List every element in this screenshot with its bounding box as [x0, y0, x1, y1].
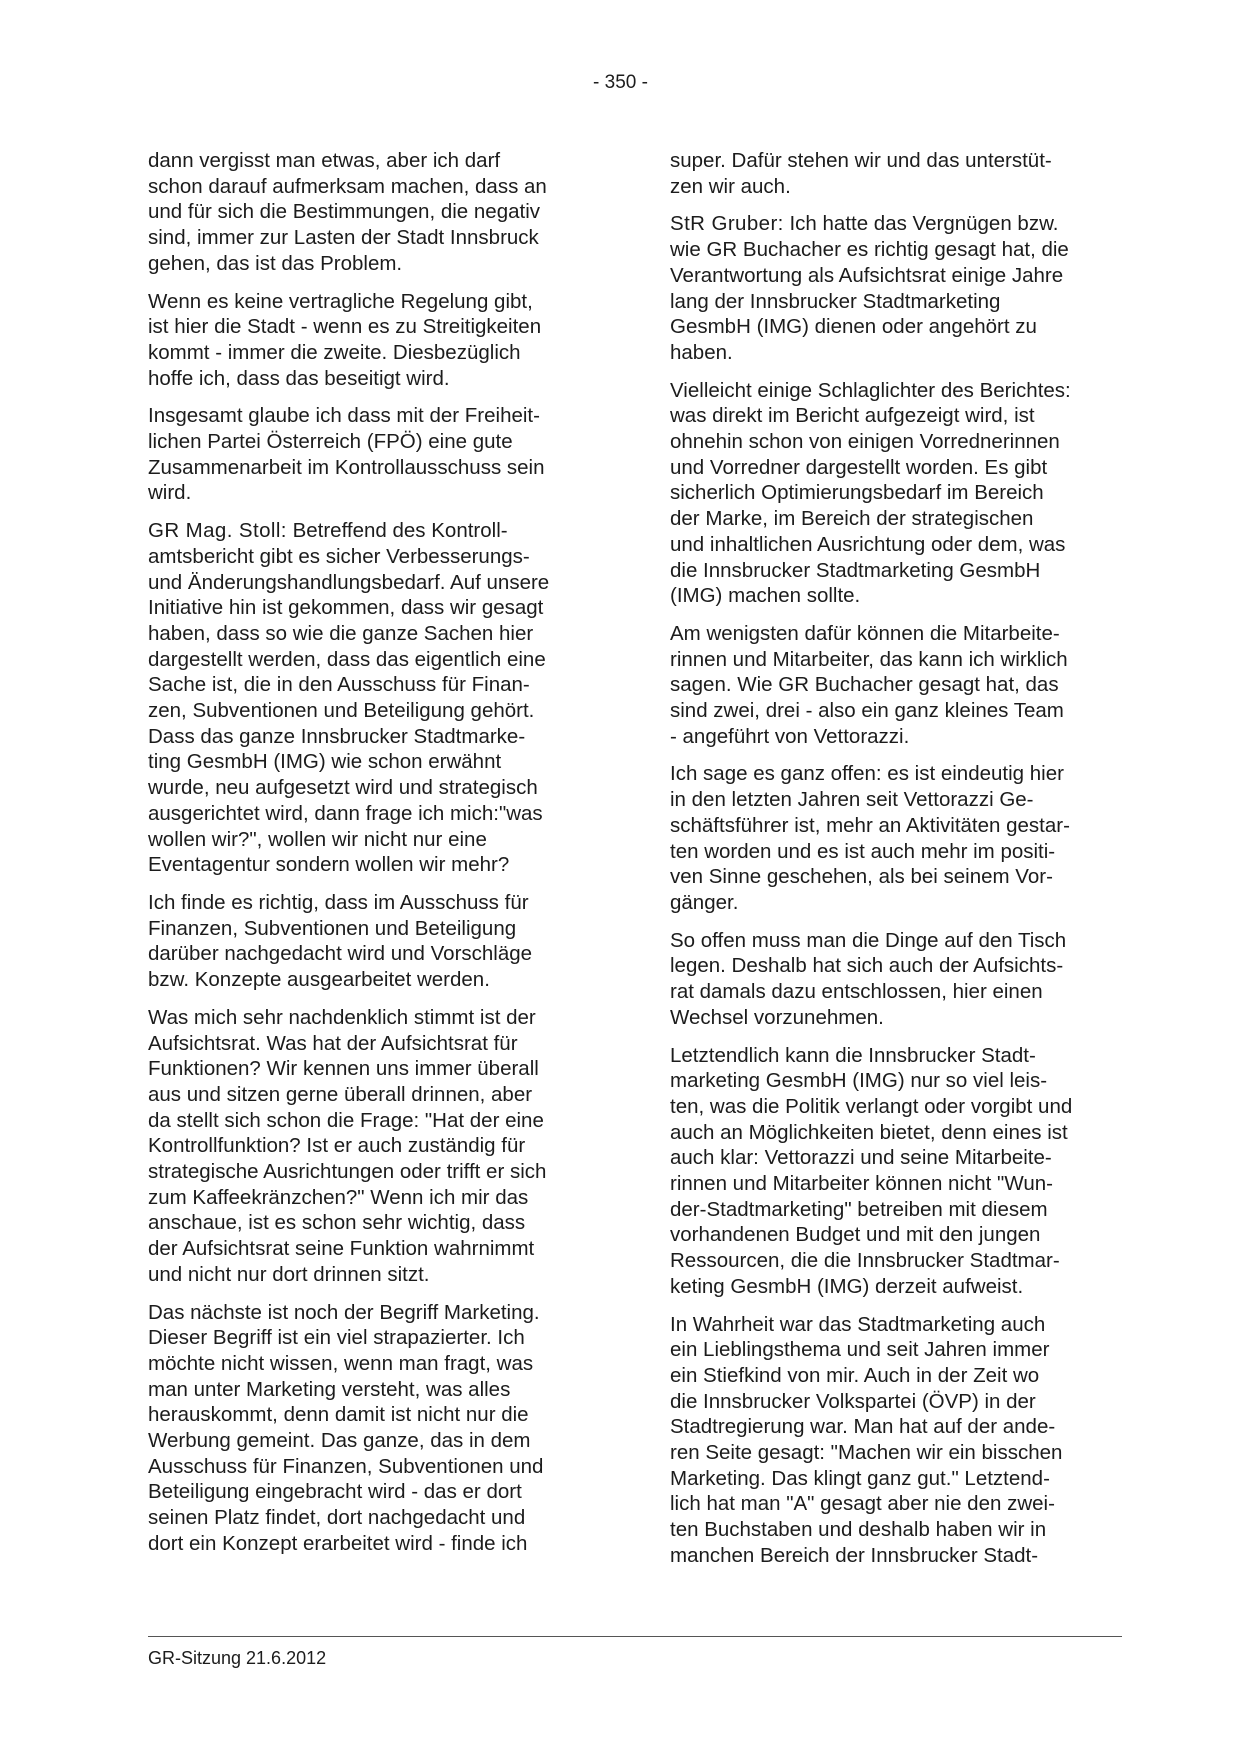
paragraph	[148, 518, 596, 878]
footer-divider	[148, 1636, 1122, 1637]
footer-text: GR-Sitzung 21.6.2012	[148, 1648, 327, 1668]
paragraph	[670, 1043, 1118, 1300]
paragraph	[670, 621, 1118, 750]
paragraph	[670, 378, 1118, 609]
paragraph-text: So offen muss man die Dinge auf den Tisch legen. Deshalb hat sich auch der Aufsichts- rat damals dazu entschlossen, hier einen Wechsel vorzunehmen.	[670, 928, 1067, 1029]
paragraph	[670, 1312, 1118, 1569]
paragraph	[670, 928, 1118, 1031]
left-column	[148, 148, 596, 1569]
paragraph	[670, 761, 1118, 915]
paragraph	[148, 1300, 596, 1557]
paragraph-text: Was mich sehr nachdenklich stimmt ist der Aufsichtsrat. Was hat der Aufsichtsrat für Funktionen? Wir kennen uns immer überall aus und sitzen gerne überall drinnen, aber da stellt sich schon die Frage: "Hat der eine Kontrollfunktion? Ist er auch zuständig für strategische Ausrichtungen oder trifft er sich zum Kaffeekränzchen?" Wenn ich mir das anschaue, ist es schon sehr wichtig, dass der Aufsichtsrat seine Funktion wahrnimmt und nicht nur dort drinnen sitzt.	[148, 1005, 547, 1286]
paragraph-text: super. Dafür stehen wir und das unterstüt- zen wir auch.	[670, 149, 1052, 198]
paragraph-text: Betreffend des Kontroll- amtsbericht gibt es sicher Verbesserungs- und Änderungshandlungsbedarf. Auf unsere Initiative hin ist gekommen, dass wir gesagt haben, dass so wie die ganze Sachen hier dargestellt werden, dass das eigentlich eine Sache ist, die in den Ausschuss für Finan- zen, Subventionen und Beteiligung gehört. Dass das ganze Innsbrucker Stadtmarke- ting GesmbH (IMG) wie schon erwähnt wurde, neu aufgesetzt wird und strategisch ausgerichtet wird, dann frage ich mich:"was wollen wir?", wollen wir nicht nur eine Eventagentur sondern wollen wir mehr?	[148, 519, 550, 877]
paragraph	[148, 1005, 596, 1288]
paragraph-text: Ich sage es ganz offen: es ist eindeutig hier in den letzten Jahren seit Vettorazzi Ge- schäftsführer ist, mehr an Aktivitäten gestar- ten worden und es ist auch mehr im positi- ven Sinne geschehen, als bei seinem Vor- gänger.	[670, 762, 1070, 914]
paragraph-text: Vielleicht einige Schlaglichter des Berichtes: was direkt im Bericht aufgezeigt wird, ist ohnehin schon von einigen Vorrednerinnen und Vorredner dargestellt worden. Es gibt sicherlich Optimierungsbedarf im Bereich der Marke, im Bereich der strategischen und inhaltlichen Ausrichtung oder dem, was die Innsbrucker Stadtmarketing GesmbH (IMG) machen sollte.	[670, 378, 1071, 608]
right-column	[670, 148, 1118, 1581]
paragraph	[670, 148, 1118, 199]
paragraph	[670, 211, 1118, 365]
paragraph	[148, 289, 596, 392]
paragraph-text: Das nächste ist noch der Begriff Marketing. Dieser Begriff ist ein viel strapazierter. Ich möchte nicht wissen, wenn man fragt, was man unter Marketing versteht, was alles herauskommt, denn damit ist nicht nur die Werbung gemeint. Das ganze, das in dem Ausschuss für Finanzen, Subventionen und Beteiligung eingebracht wird - das er dort seinen Platz findet, dort nachgedacht und dort ein Konzept erarbeitet wird - finde ich	[148, 1300, 544, 1555]
speaker-name: GR Mag. Stoll:	[148, 519, 287, 543]
paragraph	[148, 403, 596, 506]
paragraph-text: Insgesamt glaube ich dass mit der Freiheit- lichen Partei Österreich (FPÖ) eine gute Zusammenarbeit im Kontrollausschuss sein wird.	[148, 404, 545, 505]
paragraph	[148, 148, 596, 277]
speaker-name: StR Gruber:	[670, 212, 784, 236]
paragraph-text: Wenn es keine vertragliche Regelung gibt, ist hier die Stadt - wenn es zu Streitigkeiten kommt - immer die zweite. Diesbezüglich hoffe ich, dass das beseitigt wird.	[148, 289, 542, 390]
paragraph-text: Letztendlich kann die Innsbrucker Stadt- marketing GesmbH (IMG) nur so viel leis- ten, was die Politik verlangt oder vorgibt und auch an Möglichkeiten bietet, denn eines ist auch klar: Vettorazzi und seine Mitarbeite- rinnen und Mitarbeiter können nicht "Wun- der-Stadtmarketing" betreiben mit diesem vorhandenen Budget und mit den jungen Ressourcen, die die Innsbrucker Stadtmar- keting GesmbH (IMG) derzeit aufweist.	[670, 1043, 1073, 1298]
paragraph	[148, 890, 596, 993]
paragraph-text: In Wahrheit war das Stadtmarketing auch ein Lieblingsthema und seit Jahren immer ein Stiefkind von mir. Auch in der Zeit wo die Innsbrucker Volkspartei (ÖVP) in der Stadtregierung war. Man hat auf der ande- ren Seite gesagt: "Machen wir ein bisschen Marketing. Das klingt ganz gut." Letztend- lich hat man "A" gesagt aber nie den zwei- ten Buchstaben und deshalb haben wir in manchen Bereich der Innsbrucker Stadt-	[670, 1312, 1063, 1567]
paragraph-text: Ich hatte das Vergnügen bzw. wie GR Buchacher es richtig gesagt hat, die Verantwortung als Aufsichtsrat einige Jahre lang der Innsbrucker Stadtmarketing GesmbH (IMG) dienen oder angehört zu haben.	[670, 212, 1069, 364]
paragraph-text: dann vergisst man etwas, aber ich darf schon darauf aufmerksam machen, dass an und für sich die Bestimmungen, die negativ sind, immer zur Lasten der Stadt Innsbruck gehen, das ist das Problem.	[148, 149, 547, 275]
paragraph-text: Ich finde es richtig, dass im Ausschuss für Finanzen, Subventionen und Beteiligung darüber nachgedacht wird und Vorschläge bzw. Konzepte ausgearbeitet werden.	[148, 890, 533, 992]
page-number: - 350 -	[593, 72, 648, 93]
paragraph-text: Am wenigsten dafür können die Mitarbeite- rinnen und Mitarbeiter, das kann ich wirklich sagen. Wie GR Buchacher gesagt hat, das sind zwei, drei - also ein ganz kleines Team - angeführt von Vettorazzi.	[670, 621, 1068, 748]
